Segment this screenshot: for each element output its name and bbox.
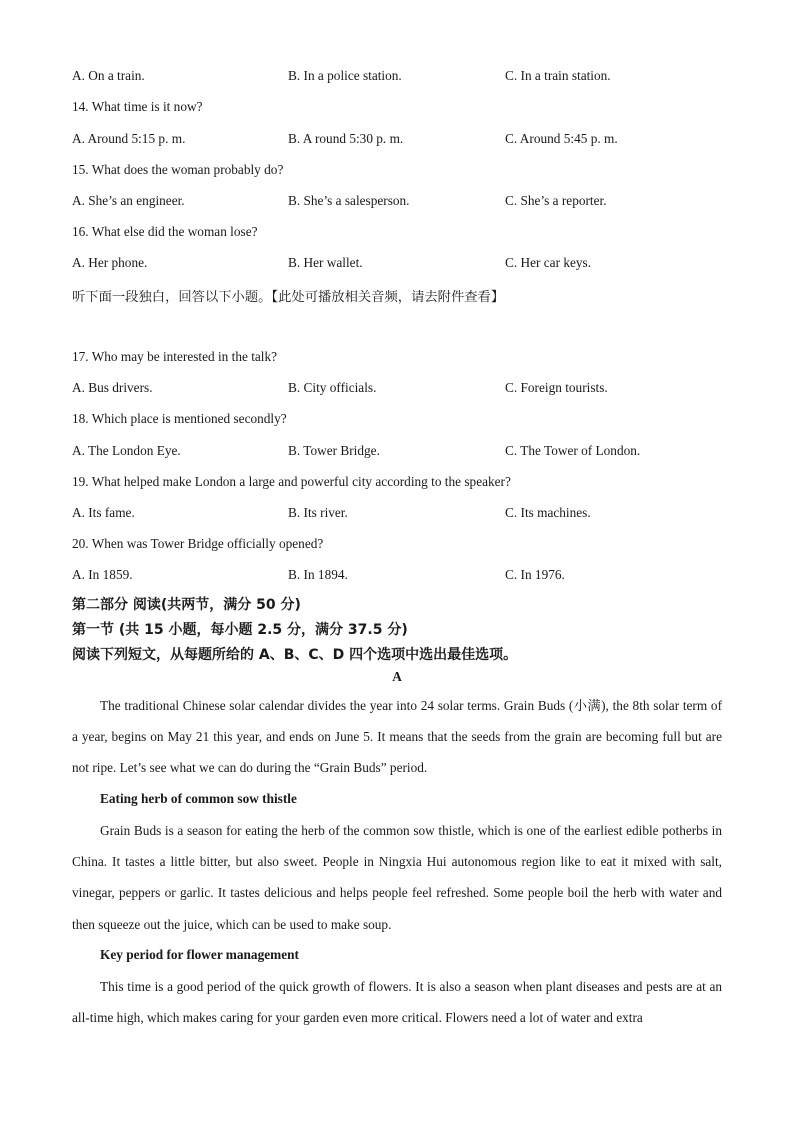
q20-option-a: A. In 1859. <box>72 567 133 582</box>
question-20: 20. When was Tower Bridge officially opened? <box>72 536 324 551</box>
q13-option-a: A. On a train. <box>72 68 145 83</box>
question-17: 17. Who may be interested in the talk? <box>72 349 278 364</box>
passage-paragraph-1: The traditional Chinese solar calendar divides the year into 24 solar terms. Grain Buds (小满), the 8th solar term of a year, begins on May 21 this year, and ends on June 5. It means that the seeds from the grain are becoming full but are not ripe. Let’s see what we can do during the “Grain Buds” period. <box>72 698 722 776</box>
reading-instruction: 阅读下列短文，从每题所给的 A、B、C、D 四个选项中选出最佳选项。 <box>72 647 518 663</box>
q19-option-b: B. Its river. <box>288 505 348 520</box>
q17-option-c: C. Foreign tourists. <box>505 380 608 395</box>
question-18: 18. Which place is mentioned secondly? <box>72 411 287 426</box>
q15-option-c: C. She’s a reporter. <box>505 193 607 208</box>
q15-option-b: B. She’s a salesperson. <box>288 193 410 208</box>
passage-paragraph-3: This time is a good period of the quick growth of flowers. It is also a season when plant diseases and pests are at an all-time high, which makes caring for your garden even more critical. Flowers need a lot of water and extra <box>72 979 722 1026</box>
q14-option-a: A. Around 5:15 p. m. <box>72 131 186 146</box>
q16-option-b: B. Her wallet. <box>288 255 363 270</box>
q13-option-b: B. In a police station. <box>288 68 402 83</box>
q18-option-b: B. Tower Bridge. <box>288 443 380 458</box>
question-15: 15. What does the woman probably do? <box>72 162 284 177</box>
q17-option-b: B. City officials. <box>288 380 377 395</box>
q15-option-a: A. She’s an engineer. <box>72 193 185 208</box>
q13-option-c: C. In a train station. <box>505 68 611 83</box>
q19-option-a: A. Its fame. <box>72 505 135 520</box>
part2-title: 第二部分 阅读(共两节，满分 50 分) <box>72 597 301 613</box>
question-14: 14. What time is it now? <box>72 99 203 114</box>
q19-option-c: C. Its machines. <box>505 505 591 520</box>
q17-option-a: A. Bus drivers. <box>72 380 153 395</box>
section1-title: 第一节 (共 15 小题，每小题 2.5 分，满分 37.5 分) <box>72 622 408 638</box>
q20-option-b: B. In 1894. <box>288 567 348 582</box>
q18-option-a: A. The London Eye. <box>72 443 181 458</box>
passage-paragraph-2: Grain Buds is a season for eating the herb of the common sow thistle, which is one of the earliest edible potherbs in China. It tastes a little bitter, but also sweet. People in Ningxia Hui autonomous region like to eat it mixed with salt, vinegar, peppers or garlic. It tastes delicious and helps people feel refreshed. Some people boil the herb with water and then squeeze out the juice, which can be used to make soup. <box>72 823 722 932</box>
question-16: 16. What else did the woman lose? <box>72 224 258 239</box>
question-19: 19. What helped make London a large and powerful city according to the speaker? <box>72 474 511 489</box>
q16-option-c: C. Her car keys. <box>505 255 592 270</box>
q14-option-b: B. A round 5:30 p. m. <box>288 131 404 146</box>
q20-option-c: C. In 1976. <box>505 567 565 582</box>
passage-label: A <box>392 669 402 684</box>
q16-option-a: A. Her phone. <box>72 255 148 270</box>
listening-instruction: 听下面一段独白，回答以下小题。【此处可播放相关音频，请去附件查看】 <box>72 290 505 305</box>
q14-option-c: C. Around 5:45 p. m. <box>505 131 618 146</box>
subheading-flower-management: Key period for flower management <box>100 947 299 962</box>
q18-option-c: C. The Tower of London. <box>505 443 641 458</box>
subheading-sow-thistle: Eating herb of common sow thistle <box>100 791 297 806</box>
